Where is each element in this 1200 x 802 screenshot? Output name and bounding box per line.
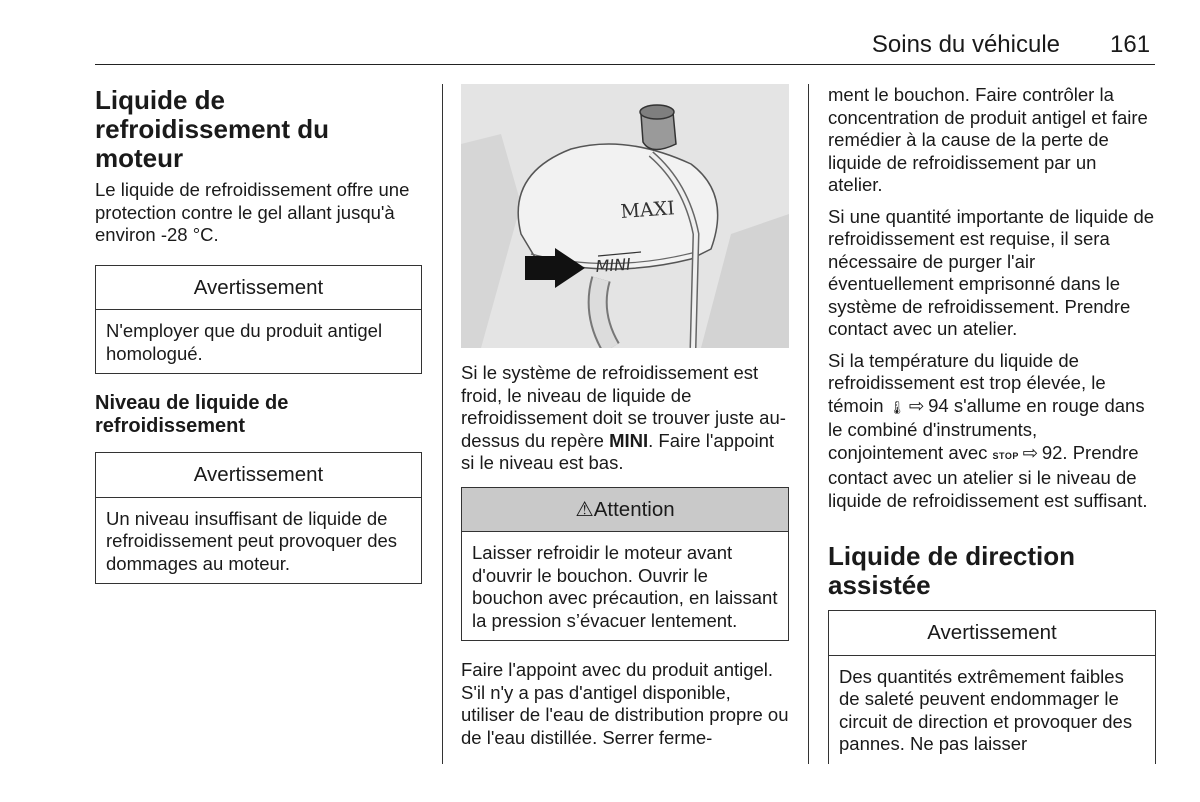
warning-text: N'employer que du produit antigel homologué. <box>106 320 383 364</box>
paragraph-text: . Prendre contact avec un atelier si le niveau de liquide de refroidissement est suffisant. <box>828 441 1148 511</box>
attention-text: Laisser refroidir le moteur avant d'ouvrir le bouchon. Ouvrir le bouchon avec précaution, en laissant la pression s’évacuer lentement. <box>472 542 778 631</box>
warning-box <box>95 265 422 375</box>
warning-box <box>828 610 1156 764</box>
arrow-reference-icon: ⇨ <box>908 394 925 416</box>
arrow-reference-icon: ⇨ <box>1022 441 1039 463</box>
warning-title: Avertissement <box>829 611 1155 656</box>
column-3 <box>828 84 1156 782</box>
paragraph: Faire l'appoint avec du produit antigel. S'il n'y a pas d'antigel disponible, utiliser de l'eau de distribution propre ou de l'eau distillée. Serrer ferme- <box>461 659 789 748</box>
page-reference: 94 <box>928 394 949 416</box>
coolant-temperature-icon: 🌡 <box>888 399 906 415</box>
warning-text: Un niveau insuffisant de liquide de refroidissement peut provoquer des dommages au moteur. <box>106 507 398 574</box>
page-reference: 92 <box>1041 441 1063 463</box>
paragraph <box>828 350 1156 513</box>
paragraph: ment le bouchon. Faire contrôler la concentration de produit antigel et faire remédier à la cause de la perte de liquide de refroidissement par un atelier. <box>828 84 1148 195</box>
column-1 <box>95 86 422 602</box>
warning-box <box>95 452 422 584</box>
attention-box <box>461 487 789 642</box>
column-separator <box>442 84 443 764</box>
warning-title: Avertissement <box>96 453 421 498</box>
header-rule <box>95 64 1155 65</box>
paragraph-text: Si le système de refroidissement est froid, le niveau de liquide de refroidissement doit se trouver juste au-dessus du repère <box>461 362 786 451</box>
warning-title: Avertissement <box>96 266 421 311</box>
paragraph <box>461 362 789 475</box>
mini-keyword: MINI <box>609 429 649 451</box>
section-heading: Liquide de refroidissement du moteur <box>95 85 330 173</box>
attention-title: Attention <box>593 497 675 521</box>
paragraph-text: Si la température du liquide de refroidissement est trop élevée, le témoin <box>828 349 1106 416</box>
warning-text: Des quantités extrêmement faibles de saleté peuvent endommager le circuit de direction et provoquer des pannes. Ne pas laisser <box>839 665 1133 754</box>
intro-paragraph: Le liquide de refroidissement offre une protection contre le gel allant jusqu'à environ -28 °C. <box>95 179 410 245</box>
attention-header <box>462 488 788 533</box>
page-number: 161 <box>1110 31 1151 58</box>
maxi-mark-label: MAXI <box>619 197 676 223</box>
paragraph-text: s'allume en rouge dans le combiné d'instruments, conjointement avec <box>828 394 1145 463</box>
warning-triangle-icon: ⚠ <box>575 497 594 521</box>
coolant-reservoir-illustration <box>461 84 789 348</box>
column-2 <box>461 84 789 758</box>
paragraph: Si une quantité importante de liquide de refroidissement est requise, il sera nécessaire de purger l'air éventuellement emprisonné dans le système de refroidissement. Prendre contact avec un atelier. <box>828 205 1155 339</box>
paragraph-text: . Faire l'appoint si le niveau est bas. <box>461 429 775 473</box>
mini-mark-label: MINI <box>594 254 632 276</box>
subsection-heading: Niveau de liquide de refroidissement <box>95 392 289 437</box>
coolant-reservoir-drawing <box>461 84 789 348</box>
stop-icon: STOP <box>992 450 1019 461</box>
column-separator <box>808 84 809 764</box>
chapter-title: Soins du véhicule <box>871 31 1060 58</box>
section-heading: Liquide de direction assistée <box>828 541 1076 600</box>
